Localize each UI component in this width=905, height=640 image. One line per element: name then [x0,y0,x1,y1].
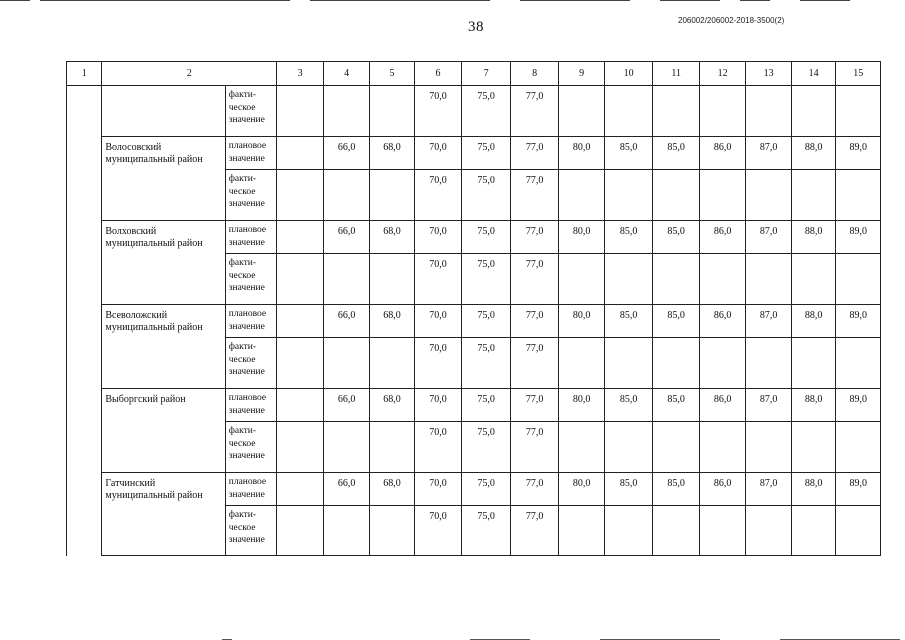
value-cell-col-6: 70,0 [414,305,462,338]
value-cell-col-7: 75,0 [462,338,511,389]
value-cell-col-13 [746,170,792,221]
value-cell-col-3 [277,86,324,137]
value-cell-col-14 [791,254,835,305]
value-cell-col-3 [277,506,324,556]
value-cell-col-8: 77,0 [510,422,559,473]
value-cell-col-4: 66,0 [323,473,370,506]
column-number-4: 4 [323,62,370,86]
value-cell-col-9 [559,254,605,305]
value-cell-col-6: 70,0 [414,506,462,556]
value-cell-col-8: 77,0 [510,389,559,422]
value-cell-col-8: 77,0 [510,137,559,170]
table-row [67,86,881,137]
value-cell-col-8: 77,0 [510,254,559,305]
value-cell-col-11: 85,0 [653,221,700,254]
column-number-6: 6 [414,62,462,86]
value-cell-col-13 [746,254,792,305]
value-cell-col-8: 77,0 [510,86,559,137]
value-cell-col-7: 75,0 [462,86,511,137]
value-cell-col-6: 70,0 [414,221,462,254]
value-cell-col-11 [653,86,700,137]
value-cell-col-4 [323,422,370,473]
value-cell-col-10 [604,506,653,556]
value-cell-col-9: 80,0 [559,305,605,338]
column-number-10: 10 [604,62,653,86]
value-cell-col-6: 70,0 [414,422,462,473]
value-cell-col-10 [604,86,653,137]
value-cell-col-3 [277,305,324,338]
planned-value-label: плановое значение [225,221,277,254]
value-cell-col-5: 68,0 [370,137,414,170]
value-cell-col-8: 77,0 [510,221,559,254]
value-cell-col-15: 89,0 [836,473,881,506]
value-cell-col-12: 86,0 [699,305,746,338]
value-cell-col-14 [791,86,835,137]
value-cell-col-13: 87,0 [746,137,792,170]
planned-value-label: плановое значение [225,389,277,422]
value-cell-col-9 [559,338,605,389]
value-cell-col-10: 85,0 [604,389,653,422]
value-cell-col-11 [653,506,700,556]
value-cell-col-4 [323,254,370,305]
value-cell-col-14: 88,0 [791,137,835,170]
value-cell-col-3 [277,422,324,473]
value-cell-col-5: 68,0 [370,221,414,254]
value-cell-col-10: 85,0 [604,473,653,506]
value-cell-col-3 [277,473,324,506]
value-cell-col-4 [323,338,370,389]
value-cell-col-5 [370,338,414,389]
actual-value-label: факти- ческое значение [225,86,277,137]
value-cell-col-5 [370,170,414,221]
value-cell-col-7: 75,0 [462,137,511,170]
value-cell-col-13 [746,86,792,137]
value-cell-col-3 [277,221,324,254]
value-cell-col-8: 77,0 [510,170,559,221]
value-cell-col-7: 75,0 [462,170,511,221]
value-cell-col-7: 75,0 [462,422,511,473]
value-cell-col-9: 80,0 [559,473,605,506]
value-cell-col-7: 75,0 [462,221,511,254]
table-header-row [67,62,881,86]
value-cell-col-13: 87,0 [746,389,792,422]
value-cell-col-14: 88,0 [791,221,835,254]
column-number-11: 11 [653,62,700,86]
value-cell-col-6: 70,0 [414,338,462,389]
column-number-2: 2 [102,62,277,86]
column-number-8: 8 [510,62,559,86]
value-cell-col-15 [836,338,881,389]
value-cell-col-14 [791,170,835,221]
value-cell-col-11 [653,338,700,389]
value-cell-col-9: 80,0 [559,221,605,254]
value-cell-col-6: 70,0 [414,170,462,221]
value-cell-col-14 [791,506,835,556]
value-cell-col-9: 80,0 [559,137,605,170]
district-name-cell [102,86,225,137]
table-row [67,305,881,338]
value-cell-col-14 [791,338,835,389]
value-cell-col-11 [653,422,700,473]
value-cell-col-12 [699,422,746,473]
table-row [67,221,881,254]
column-number-13: 13 [746,62,792,86]
value-cell-col-6: 70,0 [414,86,462,137]
value-cell-col-12: 86,0 [699,221,746,254]
value-cell-col-9 [559,422,605,473]
value-cell-col-4: 66,0 [323,137,370,170]
value-cell-col-4: 66,0 [323,221,370,254]
value-cell-col-12: 86,0 [699,137,746,170]
value-cell-col-6: 70,0 [414,137,462,170]
column-number-14: 14 [791,62,835,86]
value-cell-col-5 [370,506,414,556]
value-cell-col-10 [604,338,653,389]
value-cell-col-12: 86,0 [699,473,746,506]
value-cell-col-5 [370,254,414,305]
value-cell-col-12 [699,86,746,137]
value-cell-col-15 [836,422,881,473]
value-cell-col-5: 68,0 [370,389,414,422]
value-cell-col-9 [559,86,605,137]
actual-value-label: факти- ческое значение [225,254,277,305]
value-cell-col-15: 89,0 [836,305,881,338]
value-cell-col-14: 88,0 [791,305,835,338]
actual-value-label: факти- ческое значение [225,170,277,221]
actual-value-label: факти- ческое значение [225,506,277,556]
column-number-7: 7 [462,62,511,86]
value-cell-col-11 [653,254,700,305]
column-number-12: 12 [699,62,746,86]
planned-value-label: плановое значение [225,305,277,338]
value-cell-col-7: 75,0 [462,506,511,556]
value-cell-col-4 [323,170,370,221]
value-cell-col-7: 75,0 [462,389,511,422]
value-cell-col-5 [370,422,414,473]
table-row [67,389,881,422]
value-cell-col-13: 87,0 [746,473,792,506]
planned-value-label: плановое значение [225,137,277,170]
district-name-cell: Волховский муниципальный район [102,221,225,305]
value-cell-col-6: 70,0 [414,473,462,506]
value-cell-col-3 [277,137,324,170]
value-cell-col-15 [836,506,881,556]
value-cell-col-14: 88,0 [791,473,835,506]
value-cell-col-10 [604,170,653,221]
page-number: 38 [468,19,484,35]
value-cell-col-6: 70,0 [414,254,462,305]
value-cell-col-6: 70,0 [414,389,462,422]
value-cell-col-13 [746,422,792,473]
value-cell-col-11: 85,0 [653,305,700,338]
indicator-table [66,61,881,556]
value-cell-col-14 [791,422,835,473]
value-cell-col-9 [559,170,605,221]
value-cell-col-3 [277,389,324,422]
value-cell-col-7: 75,0 [462,254,511,305]
column-number-9: 9 [559,62,605,86]
value-cell-col-10 [604,422,653,473]
column-1-cell [67,86,102,556]
document-code: 206002/206002-2018-3500(2) [678,16,785,25]
column-number-15: 15 [836,62,881,86]
district-name-cell: Волосовский муниципальный район [102,137,225,221]
value-cell-col-12 [699,506,746,556]
district-name-cell: Всеволожский муниципальный район [102,305,225,389]
value-cell-col-4 [323,86,370,137]
value-cell-col-10: 85,0 [604,221,653,254]
district-name-cell: Гатчинский муниципальный район [102,473,225,556]
value-cell-col-11: 85,0 [653,137,700,170]
actual-value-label: факти- ческое значение [225,422,277,473]
value-cell-col-15: 89,0 [836,137,881,170]
value-cell-col-14: 88,0 [791,389,835,422]
value-cell-col-15 [836,254,881,305]
value-cell-col-3 [277,254,324,305]
value-cell-col-13 [746,506,792,556]
value-cell-col-10: 85,0 [604,137,653,170]
value-cell-col-4 [323,506,370,556]
value-cell-col-8: 77,0 [510,506,559,556]
value-cell-col-15: 89,0 [836,221,881,254]
value-cell-col-12 [699,254,746,305]
top-edge-rule [0,0,905,2]
value-cell-col-5 [370,86,414,137]
planned-value-label: плановое значение [225,473,277,506]
value-cell-col-12: 86,0 [699,389,746,422]
column-number-5: 5 [370,62,414,86]
value-cell-col-10: 85,0 [604,305,653,338]
value-cell-col-10 [604,254,653,305]
value-cell-col-13: 87,0 [746,221,792,254]
value-cell-col-3 [277,170,324,221]
value-cell-col-8: 77,0 [510,473,559,506]
district-name-cell: Выборгский район [102,389,225,473]
value-cell-col-7: 75,0 [462,473,511,506]
value-cell-col-9: 80,0 [559,389,605,422]
value-cell-col-9 [559,506,605,556]
value-cell-col-8: 77,0 [510,305,559,338]
value-cell-col-5: 68,0 [370,305,414,338]
value-cell-col-13: 87,0 [746,305,792,338]
value-cell-col-15: 89,0 [836,389,881,422]
actual-value-label: факти- ческое значение [225,338,277,389]
value-cell-col-11 [653,170,700,221]
value-cell-col-11: 85,0 [653,389,700,422]
value-cell-col-4: 66,0 [323,389,370,422]
column-number-3: 3 [277,62,324,86]
value-cell-col-12 [699,170,746,221]
value-cell-col-15 [836,170,881,221]
table-row [67,473,881,506]
value-cell-col-15 [836,86,881,137]
value-cell-col-5: 68,0 [370,473,414,506]
value-cell-col-13 [746,338,792,389]
table-row [67,137,881,170]
value-cell-col-7: 75,0 [462,305,511,338]
value-cell-col-3 [277,338,324,389]
column-number-1: 1 [67,62,102,86]
value-cell-col-4: 66,0 [323,305,370,338]
value-cell-col-8: 77,0 [510,338,559,389]
value-cell-col-12 [699,338,746,389]
value-cell-col-11: 85,0 [653,473,700,506]
